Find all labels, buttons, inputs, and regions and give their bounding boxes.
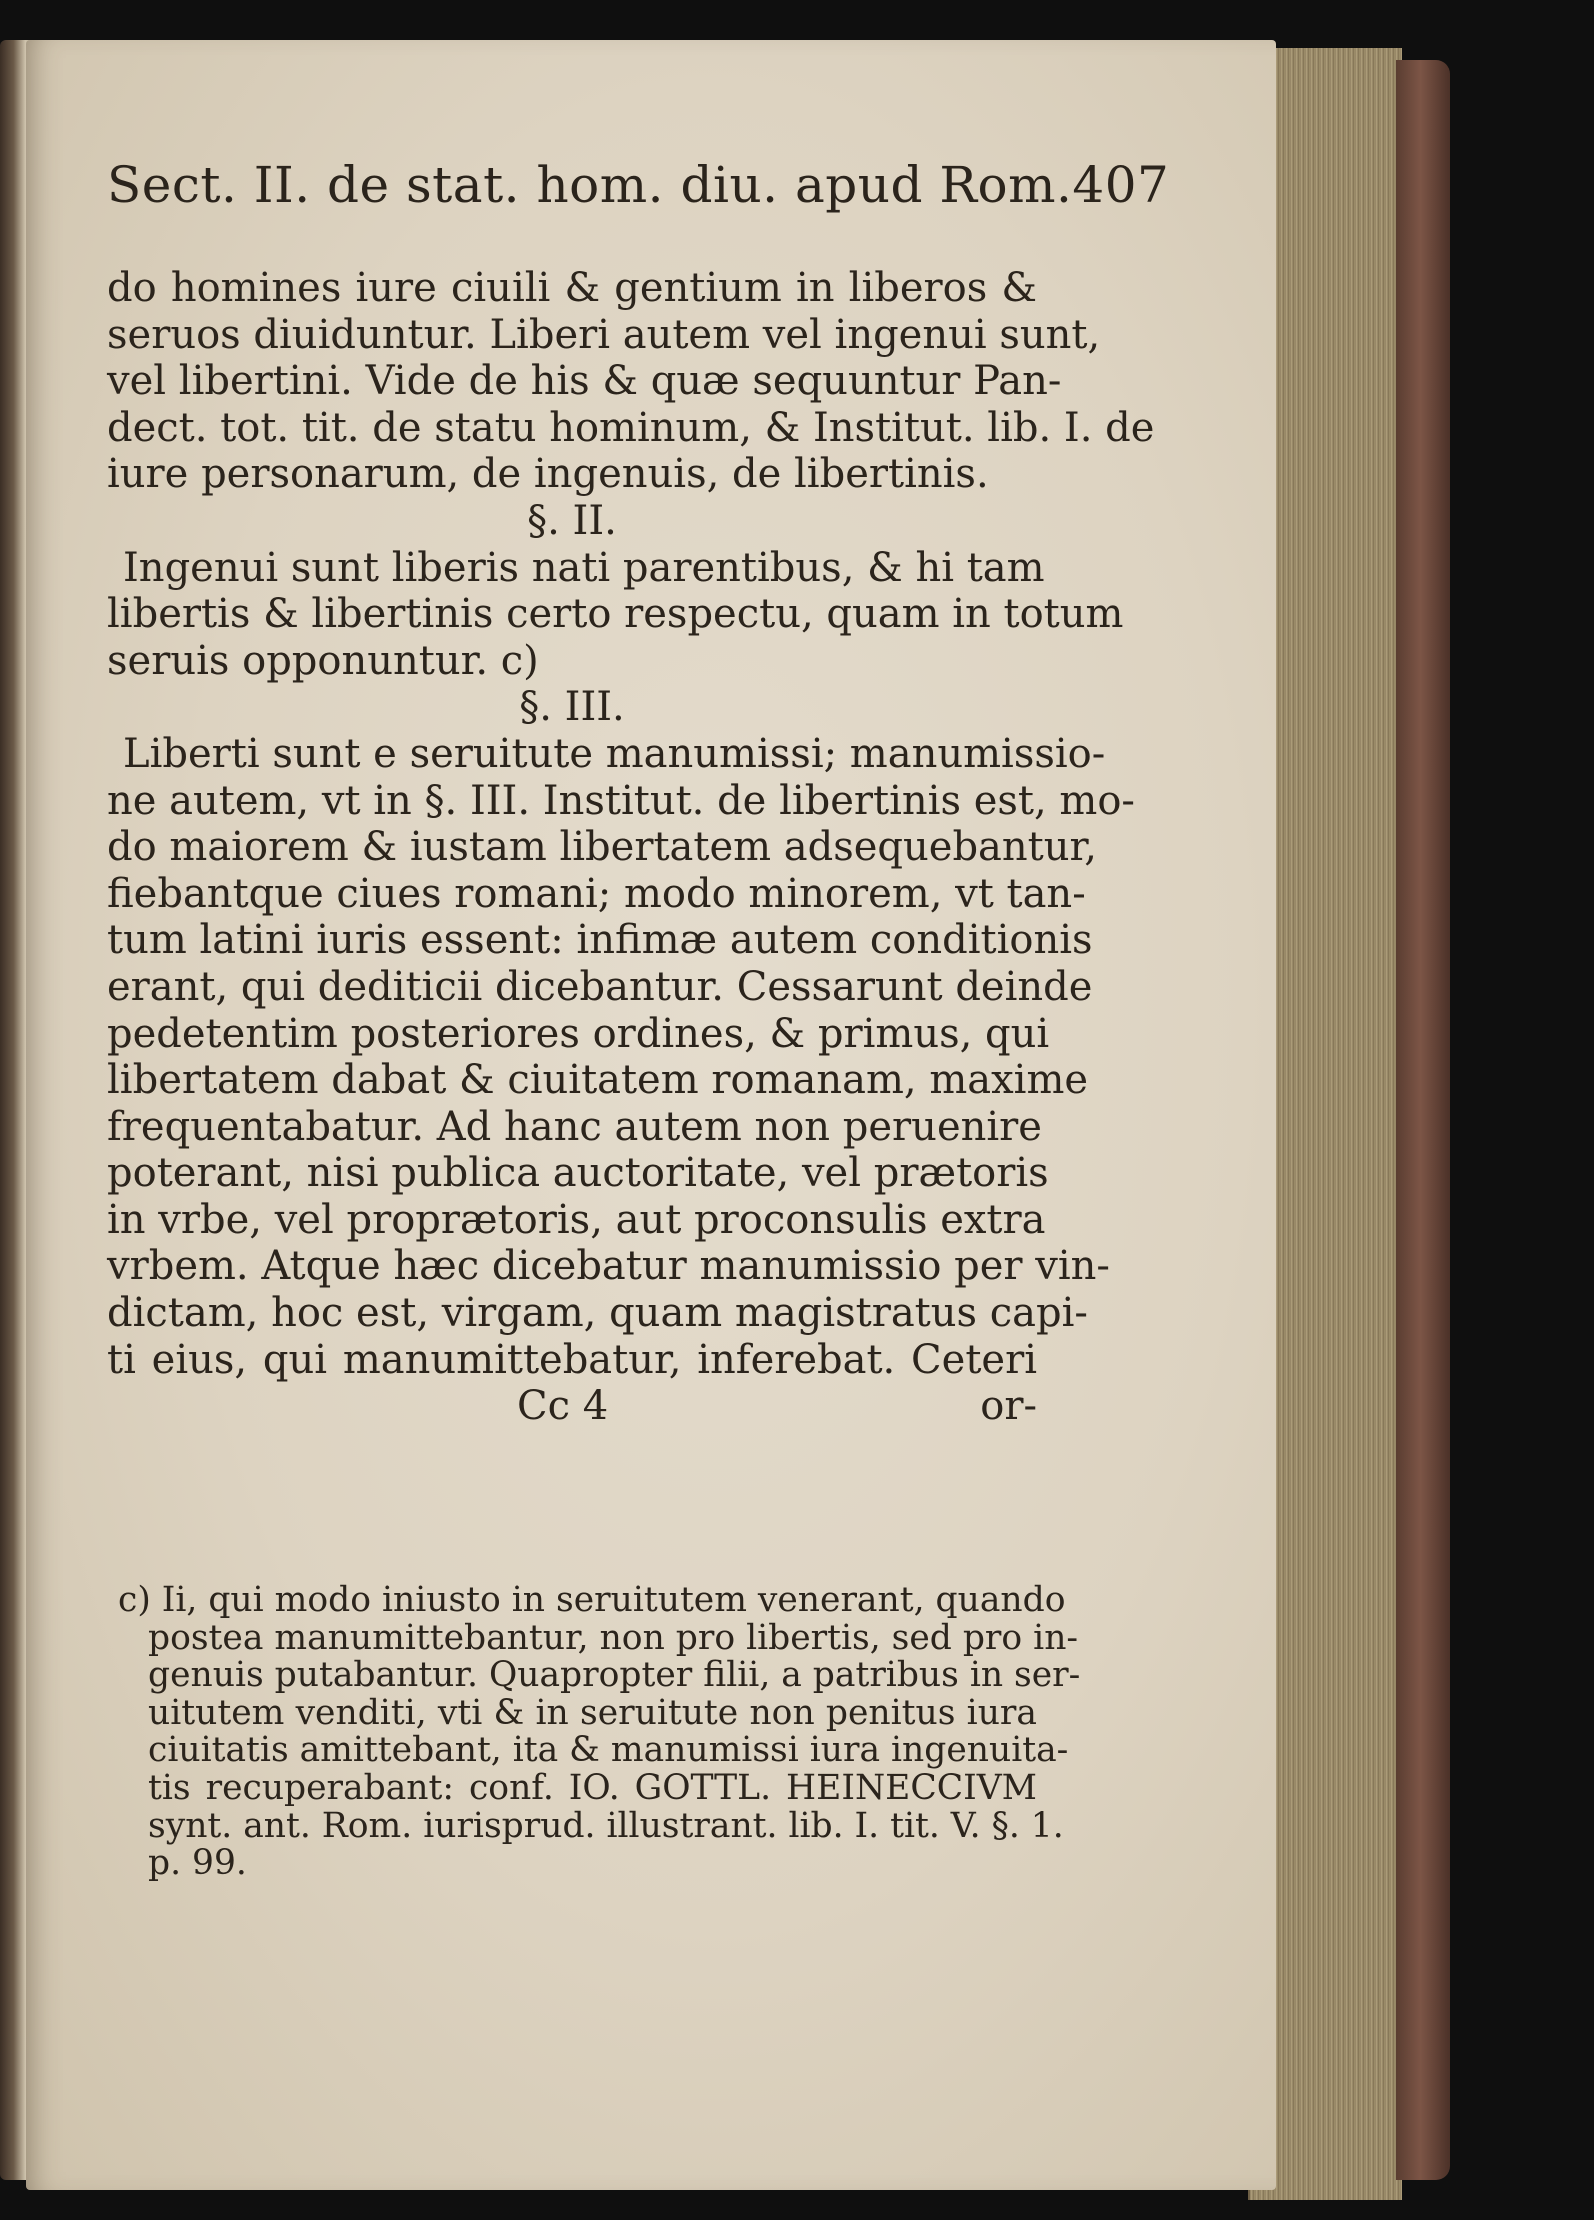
catchword: or- (980, 1383, 1037, 1430)
text-line: seruos diuiduntur. Liberi autem vel ingenui sunt, (107, 311, 1101, 358)
book-cover-edge (1396, 60, 1450, 2180)
text-line: tum latini iuris essent: infimæ autem conditionis (107, 917, 1093, 964)
footnote-line: p. 99. (148, 1843, 247, 1884)
footnote-line: uitutem venditi, vti & in seruitute non penitus iura (148, 1692, 1037, 1733)
text-line: seruis opponuntur. c) (107, 637, 539, 684)
text-line: Liberti sunt e seruitute manumissi; manumissio- (123, 730, 1106, 777)
text-line: fiebantque ciues romani; modo minorem, vt tan- (107, 870, 1086, 917)
text-line: dect. tot. tit. de statu hominum, & Institut. lib. I. de (107, 404, 1155, 451)
footnote (118, 1580, 1081, 1884)
text-line: ne autem, vt in §. III. Institut. de libertinis est, mo- (107, 777, 1135, 824)
text-line: vel libertini. Vide de his & quæ sequuntur Pan- (107, 358, 1062, 405)
text-line: do homines iure ciuili & gentium in liberos & (107, 265, 1037, 311)
text-line: ti eius, qui manumittebatur, inferebat. Ceteri (107, 1336, 1037, 1383)
signature-mark: Cc 4 (517, 1383, 609, 1430)
text-line: vrbem. Atque hæc dicebatur manumissio per vin- (107, 1243, 1110, 1290)
text-line: Ingenui sunt liberis nati parentibus, & hi tam (123, 544, 1045, 591)
signature-line (107, 1383, 1037, 1430)
footnote-line: tis recuperabant: conf. IO. GOTTL. HEINECCIVM (148, 1767, 1037, 1808)
main-text (107, 265, 1155, 1430)
text-line: libertis & libertinis certo respectu, quam in totum (107, 591, 1124, 638)
footnote-line: postea manumittebantur, non pro libertis, sed pro in- (148, 1617, 1079, 1658)
footnote-line: ciuitatis amittebant, ita & manumissi iura ingenuita- (148, 1730, 1069, 1771)
running-title: Sect. II. de stat. hom. diu. apud Rom. (107, 156, 1073, 214)
footnote-line: c) Ii, qui modo iniusto in seruitutem venerant, quando (118, 1580, 1066, 1620)
section-heading: §. II. (527, 497, 617, 544)
text-line: do maiorem & iustam libertatem adsequebantur, (107, 824, 1097, 871)
text-line: frequentabatur. Ad hanc autem non peruenire (107, 1103, 1042, 1150)
text-line: dictam, hoc est, virgam, quam magistratus capi- (107, 1290, 1088, 1337)
text-line: erant, qui dediticii dicebantur. Cessarunt deinde (107, 963, 1093, 1010)
section-heading: §. III. (519, 684, 625, 731)
text-line: libertatem dabat & ciuitatem romanam, maxime (107, 1057, 1089, 1104)
text-line: pedetentim posteriores ordines, & primus, qui (107, 1010, 1050, 1057)
running-header (107, 156, 1170, 214)
text-line: iure personarum, de ingenuis, de libertinis. (107, 451, 989, 498)
footnote-line: genuis putabantur. Quapropter filii, a patribus in ser- (148, 1655, 1081, 1696)
footnote-line: synt. ant. Rom. iurisprud. illustrant. lib. I. tit. V. §. 1. (148, 1805, 1064, 1846)
text-line: poterant, nisi publica auctoritate, vel prætoris (107, 1150, 1049, 1197)
text-line: in vrbe, vel proprætoris, aut proconsulis extra (107, 1196, 1046, 1243)
page-number: 407 (1072, 156, 1170, 214)
